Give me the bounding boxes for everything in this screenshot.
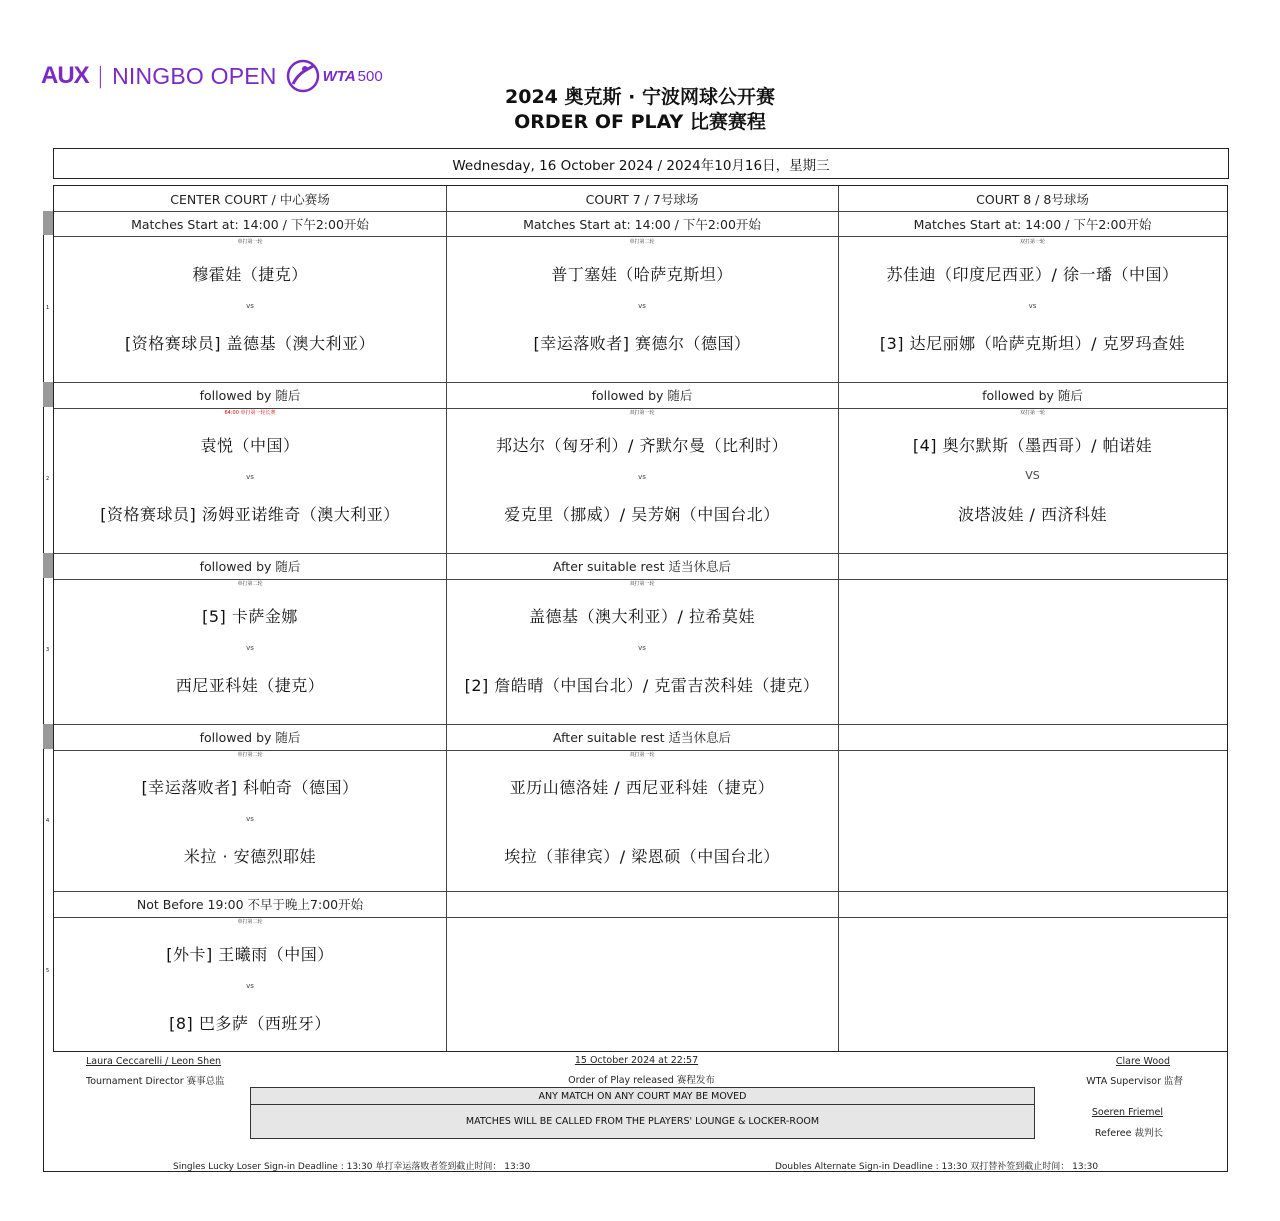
match-card: [838, 237, 1227, 382]
court-column: [838, 186, 1227, 1051]
divider: [446, 553, 838, 554]
player-bottom: [8] 巴多萨（西班牙）: [169, 1014, 331, 1033]
director-name: Laura Ceccarelli / Leon Shen: [86, 1056, 222, 1067]
logo-wta: [285, 58, 383, 94]
followed-by-label: After suitable rest 适当休息后: [553, 730, 731, 745]
match-card: [54, 237, 446, 382]
followed-by-label: [838, 891, 1227, 917]
match-card: [54, 750, 446, 891]
page-subtitle: ORDER OF PLAY 比赛赛程: [514, 111, 766, 133]
vs-label: vs: [246, 302, 254, 310]
player-top: [4] 奥尔默斯（墨西哥）/ 帕诺娃: [912, 436, 1153, 455]
player-bottom: 波塔波娃 / 西济科娃: [957, 505, 1108, 524]
supervisor-name: Clare Wood: [1115, 1056, 1170, 1067]
match-card: [54, 917, 446, 1051]
round-label: 双打第一轮: [629, 752, 655, 758]
divider: [838, 724, 1227, 725]
court-start-time: Matches Start at: 14:00 / 下午2:00开始: [131, 217, 369, 232]
logo-separator: |: [96, 63, 105, 89]
release-time: 15 October 2024 at 22:57: [574, 1055, 699, 1066]
player-top: 邦达尔（匈牙利）/ 齐默尔曼（比利时）: [496, 436, 788, 455]
vs-label: vs: [246, 815, 254, 823]
vs-label: vs: [246, 473, 254, 481]
vs-label: vs: [638, 473, 646, 481]
court-name: COURT 7 / 7号球场: [585, 191, 699, 207]
player-bottom: 米拉 · 安德烈耶娃: [183, 847, 317, 866]
match-card: [54, 579, 446, 724]
player-top: 普丁塞娃（哈萨克斯坦）: [551, 265, 733, 284]
followed-by-label: [446, 891, 838, 917]
vs-label: vs: [246, 644, 254, 652]
followed-by-label: [838, 553, 1227, 579]
player-top: 穆霍娃（捷克）: [192, 265, 308, 284]
divider: [446, 917, 838, 918]
court-name: CENTER COURT / 中心赛场: [170, 191, 330, 207]
round-label: 64:00 单打第一轮长赛: [224, 410, 276, 416]
followed-by-label: followed by 随后: [591, 388, 693, 403]
row-marker: [43, 553, 53, 578]
match-card: [446, 579, 838, 724]
followed-by-label: followed by 随后: [199, 559, 301, 574]
round-label: 双打第一轮: [629, 581, 655, 587]
round-label: 单打第二轮: [237, 919, 263, 925]
match-card: [54, 408, 446, 553]
referee-name: Soeren Friemel: [1091, 1107, 1163, 1118]
round-label: 双打第一轮: [1019, 410, 1045, 416]
divider: [838, 750, 1227, 751]
round-label: 双打第一轮: [629, 410, 655, 416]
followed-by-label: followed by 随后: [199, 388, 301, 403]
notice-moved: ANY MATCH ON ANY COURT MAY BE MOVED: [250, 1087, 1035, 1106]
court-column: [54, 186, 447, 1051]
player-top: 袁悦（中国）: [200, 436, 300, 455]
round-label: 单打第二轮: [237, 581, 263, 587]
vs-label: vs: [638, 644, 646, 652]
divider: [54, 382, 446, 383]
row-marker: [43, 382, 53, 407]
followed-by-label: followed by 随后: [982, 388, 1083, 403]
court-start-time: Matches Start at: 14:00 / 下午2:00开始: [523, 217, 761, 232]
release-label: Order of Play released 赛程发布: [568, 1075, 715, 1086]
date-label: Wednesday, 16 October 2024 / 2024年10月16日，星期三: [452, 157, 830, 174]
doubles-deadline: Doubles Alternate Sign-in Deadline : 13:30 双打替补签到截止时间： 13:30: [775, 1162, 1099, 1172]
divider: [838, 917, 1227, 918]
match-card: [446, 750, 838, 891]
court-start-time: Matches Start at: 14:00 / 下午2:00开始: [913, 217, 1152, 232]
order-of-play-grid: [53, 185, 1228, 1052]
match-card: [446, 408, 838, 553]
divider: [54, 553, 446, 554]
row-marker: [43, 211, 53, 235]
vs-label: vs: [1028, 302, 1037, 310]
player-bottom: [3] 达尼丽娜（哈萨克斯坦）/ 克罗玛查娃: [879, 334, 1186, 353]
logo-tour: WTA: [322, 67, 356, 85]
player-bottom: [幸运落败者] 赛德尔（德国）: [533, 334, 751, 353]
player-top: [幸运落败者] 科帕奇（德国）: [141, 778, 359, 797]
row-number: 1: [46, 305, 50, 311]
match-card: [446, 237, 838, 382]
row-number: 2: [46, 476, 50, 482]
divider: [54, 891, 446, 892]
row-number: 5: [46, 968, 50, 974]
followed-by-label: Not Before 19:00 不早于晚上7:00开始: [136, 897, 364, 912]
player-top: 苏佳迪（印度尼西亚）/ 徐一璠（中国）: [886, 265, 1179, 284]
divider: [446, 891, 838, 892]
divider: [838, 382, 1227, 383]
referee-title: Referee 裁判长: [1094, 1128, 1163, 1139]
row-marker: [43, 724, 53, 749]
footer: [43, 1052, 1228, 1172]
player-bottom: 埃拉（菲律宾）/ 梁恩硕（中国台北）: [504, 847, 780, 866]
player-top: [外卡] 王曦雨（中国）: [166, 945, 334, 964]
vs-label: VS: [1025, 469, 1040, 482]
round-label: 单打第二轮: [629, 239, 655, 245]
divider: [838, 891, 1227, 892]
logo-event: NINGBO OPEN: [112, 62, 277, 89]
divider: [446, 382, 838, 383]
player-bottom: 爱克里（挪威）/ 吴芳娴（中国台北）: [504, 505, 780, 524]
followed-by-label: After suitable rest 适当休息后: [553, 559, 731, 574]
player-top: [5] 卡萨金娜: [202, 607, 298, 626]
tournament-logo: [41, 58, 383, 94]
divider: [54, 724, 446, 725]
round-label: 单打第二轮: [237, 752, 263, 758]
vs-label: vs: [638, 302, 646, 310]
logo-brand: AUX: [41, 62, 89, 89]
court-name: COURT 8 / 8号球场: [976, 191, 1089, 207]
followed-by-label: [838, 724, 1227, 750]
singles-deadline: Singles Lucky Loser Sign-in Deadline : 13:30 单打幸运落败者签到截止时间： 13:30: [173, 1162, 531, 1172]
player-bottom: [资格赛球员] 汤姆亚诺维奇（澳大利亚）: [100, 505, 400, 524]
player-top: 盖德基（澳大利亚）/ 拉希莫娃: [529, 607, 755, 626]
followed-by-label: followed by 随后: [199, 730, 301, 745]
divider: [838, 553, 1227, 554]
vs-label: vs: [246, 982, 254, 990]
notice-called: MATCHES WILL BE CALLED FROM THE PLAYERS' LOUNGE & LOCKER-ROOM: [250, 1104, 1035, 1139]
logo-tier: 500: [357, 67, 383, 85]
row-number: 3: [46, 647, 50, 653]
page-title: 2024 奥克斯 · 宁波网球公开赛: [505, 86, 775, 108]
round-label: 单打第一轮: [237, 239, 263, 245]
player-bottom: [2] 詹皓晴（中国台北）/ 克雷吉茨科娃（捷克）: [464, 676, 820, 695]
wta-swirl-icon: [285, 58, 321, 94]
supervisor-title: WTA Supervisor 监督: [1086, 1076, 1183, 1087]
match-card: [838, 408, 1227, 553]
divider: [446, 724, 838, 725]
player-bottom: 西尼亚科娃（捷克）: [175, 676, 325, 695]
row-number: 4: [46, 818, 50, 824]
player-top: 亚历山德洛娃 / 西尼亚科娃（捷克）: [509, 778, 775, 797]
court-column: [446, 186, 839, 1051]
director-title: Tournament Director 赛事总监: [86, 1076, 225, 1087]
round-label: 双打第一轮: [1019, 239, 1045, 245]
divider: [838, 579, 1227, 580]
player-bottom: [资格赛球员] 盖德基（澳大利亚）: [124, 334, 376, 353]
date-bar: [53, 148, 1229, 179]
